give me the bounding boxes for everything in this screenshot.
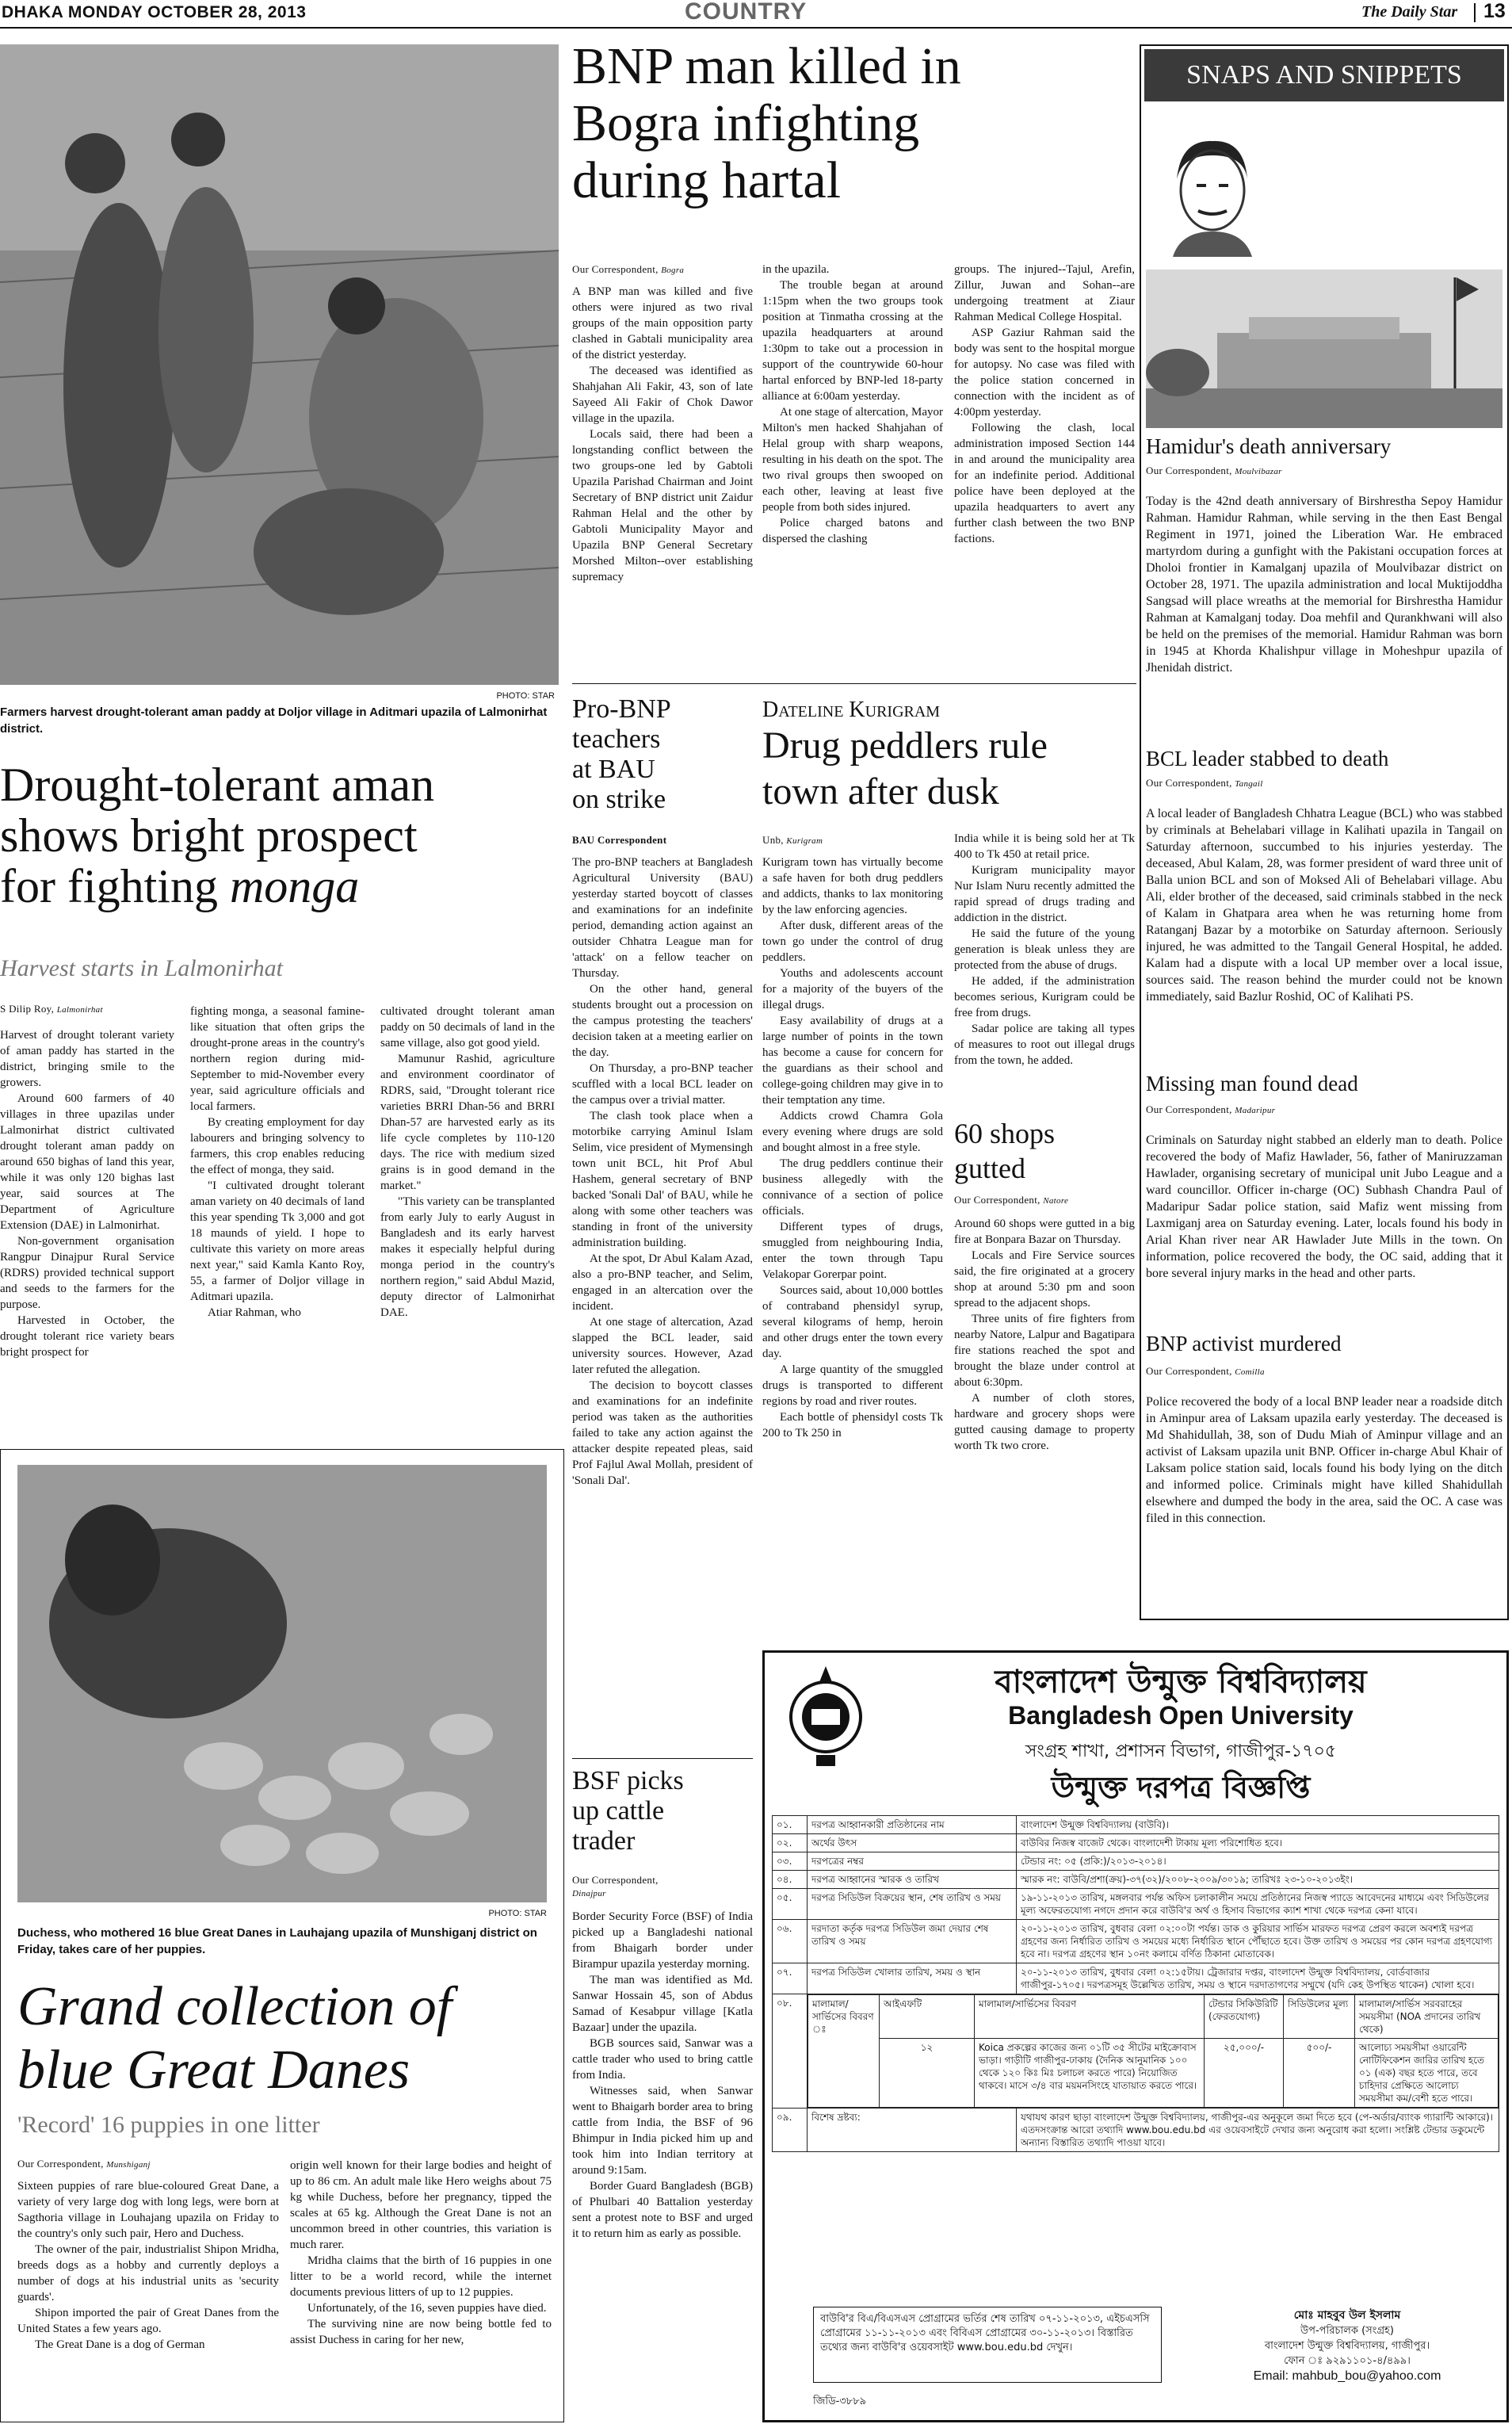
paragraph: BGB sources said, Sanwar was a cattle trader who used to bring cattle from India. bbox=[572, 2037, 753, 2082]
table-row bbox=[773, 1920, 1499, 1963]
headline-line-1: BNP man killed in bbox=[572, 37, 961, 95]
snaps-bnp-byline bbox=[1146, 1365, 1265, 1378]
paragraph: Three units of fire fighters from nearby Natore, Lalpur and Bagatipara fire stations reached the spot and brought the blaze under control at about 6:30pm. bbox=[954, 1313, 1135, 1389]
row-number: ০১. bbox=[773, 1816, 808, 1834]
paragraph: Sixteen puppies of rare blue-coloured Great Dane, a variety of very large dog with long legs, were born at Sagthoria village in Louhajang upazila on Friday to the country's only such pair, Hero and Duchess. bbox=[17, 2180, 279, 2240]
tender-address: সংগ্রহ শাখা, প্রশাসন বিভাগ, গাজীপুর-১৭০৫ bbox=[1025, 1742, 1337, 1761]
row-number: ০৪. bbox=[773, 1871, 808, 1889]
paragraph: Unfortunately, of the 16, seven puppies have died. bbox=[307, 2302, 547, 2315]
paragraph: Following the clash, local administration imposed Section 144 in and around the municipality area for an indefinite period. Additional police have been deployed at the upazila headquarters to avert any further clash between the two BNP factions. bbox=[954, 422, 1135, 545]
paragraph: The deceased was identified as Shahjahan Ali Fakir, 43, son of late Sayeed Ali Fakir of Chok Dawor village in the upazila. bbox=[572, 365, 753, 425]
paragraph: ASP Gaziur Rahman said the body was sent to the hospital morgue for autopsy. No case was filed with the police station concerned in connection with the incident as of 4:00pm yesterday. bbox=[954, 327, 1135, 419]
bnp-headline bbox=[572, 38, 1127, 209]
headline-line-1: 60 shops bbox=[954, 1118, 1056, 1149]
row-number: ০২. bbox=[773, 1834, 808, 1852]
bou-logo-art bbox=[788, 1661, 864, 1772]
danes-headline bbox=[17, 1975, 556, 2102]
paragraph: Sources said, about 10,000 bottles of contraband phensidyl syrup, several kilograms of hemp, heroin and other drugs enter the town every day. bbox=[762, 1284, 943, 1360]
byline-place: Tangail bbox=[1235, 779, 1263, 789]
paragraph: The owner of the pair, industrialist Shipon Mridha, breeds dogs as a hobby and currently deploys a number of dogs at his industrial units as 'security guards'. bbox=[17, 2243, 279, 2304]
byline-name: Our Correspondent, bbox=[572, 1874, 659, 1886]
row-value: ১৯-১১-২০১৩ তারিখ, মঙ্গলবার পর্যন্ত অফিস চলাকালীন সময়ে প্রতিষ্ঠানের নিজস্ব প্যাডে আবেদনের মাধ্যমে এবং সিডিউলের মূল্য অফেরতযোগ্য নগদে প্রদান করে বাউবি'র অর্থ ও হিসাব বিভাগের ক্যাশ শাখা থেকে দরপত্র কেনা যাবে। bbox=[1017, 1889, 1499, 1920]
headline-line-1: Pro-BNP bbox=[572, 694, 671, 724]
page-number: 13 bbox=[1483, 0, 1506, 22]
paragraph: The surviving nine are now being bottle fed to assist Duchess in caring for her new, bbox=[290, 2318, 552, 2346]
column-header: মালামাল/সার্ভিস সরবরাহের সময়সীমা (NOA প্রদানের তারিখ থেকে) bbox=[1355, 1995, 1499, 2039]
paragraph: Harvested in October, the drought tolerant rice variety bears bright prospect for bbox=[0, 1314, 174, 1359]
tender-notice-title: উন্মুক্ত দরপত্র বিজ্ঞপ্তি bbox=[1051, 1770, 1311, 1805]
row-value: ২০-১১-২০১৩ তারিখ, বুধবার বেলা ০২:০০টা পর্যন্ত। ডাক ও কুরিয়ার সার্ভিস মারফত দরপত্র প্রেরণ করলে অবশ্যই দরপত্র গ্রহণের জন্য নির্ধারিত তারিখ ও সময়ের মধ্যে নির্ধারিত স্থানে পৌঁছাতে হবে। উক্ত তারিখ ও সময়ের পর কোন দরপত্র গ্রহণযোগ্য হবে না। দরপত্র গ্রহণের স্থান ১০নং কলামে বর্ণিত ঠিকানা মোতাবেক। bbox=[1017, 1920, 1499, 1963]
tender-title-en: Bangladesh Open University bbox=[1008, 1701, 1354, 1730]
row-value: স্মারক নং: বাউবি/প্রশা(ক্রয়)-৩৭(৩২)/২০০৮-২০০৯/৩০১৯; তারিখঃ ২৩-১০-২০১৩ইং। bbox=[1017, 1871, 1499, 1889]
byline-place: Lalmonirhat bbox=[56, 1005, 103, 1015]
byline-name: Our Correspondent, bbox=[1146, 777, 1232, 789]
farmers-photo-art bbox=[0, 44, 559, 685]
great-danes-photo bbox=[17, 1465, 547, 1902]
paragraph: At one stage of altercation, Azad slapped the BCL leader, said university sources. However, Azad later refuted the allegation. bbox=[572, 1316, 753, 1376]
masthead: The Daily Star bbox=[1361, 3, 1458, 21]
row-value: ২০-১১-২০১৩ তারিখ, বুধবার বেলা ০২:১৫টায়। ট্রেজারার দপ্তর, বাংলাদেশ উন্মুক্ত বিশ্ববিদ্যালয়, বোর্ডবাজার গাজীপুর-১৭০৫। দরপত্রসমূহ উল্লেখিত তারিখ, সময় ও স্থানে দরদাতাগণের সম্মুখে (যদি কেহ উপস্থিত থাকেন) খোলা হবে। bbox=[1017, 1963, 1499, 1994]
paragraph: He added, if the administration becomes serious, Kurigram could be free from drugs. bbox=[954, 975, 1135, 1019]
row-number: ০৩. bbox=[773, 1852, 808, 1871]
paragraph: The pro-BNP teachers at Bangladesh Agricultural University (BAU) yesterday started boycott of classes and examinations for an indefinite period, demanding action against an outsider Chhatra League man for 'attack' on a fellow teacher on Thursday. bbox=[572, 856, 753, 980]
paragraph: Addicts crowd Chamra Gola every evening where drugs are sold and bought almost in a free style. bbox=[762, 1110, 943, 1154]
row-number: ০৯. bbox=[773, 2109, 808, 2152]
byline-name: Unb, bbox=[762, 834, 784, 846]
headline-line-2: teachers bbox=[572, 725, 661, 754]
paragraph: Youths and adolescents account for a majority of the buyers of the illegal drugs. bbox=[762, 967, 943, 1011]
table-row bbox=[773, 1994, 1499, 2109]
row-label: দরপত্র আহ্বানের স্মারক ও তারিখ bbox=[808, 1871, 1017, 1889]
byline-name: Our Correspondent, bbox=[572, 263, 659, 275]
paragraph: After dusk, different areas of the town go under the control of drug peddlers. bbox=[762, 920, 943, 964]
drought-subhead: Harvest starts in Lalmonirhat bbox=[0, 955, 283, 981]
paragraph: Around 600 farmers of 40 villages in three upazilas under Lalmonirhat district cultivated drought tolerant aman paddy on around 650 bighas of land this year, while it was only 120 bighas last year, said sources at The Department of Agriculture Extension (DAE) in Lalmonirhat. bbox=[0, 1092, 174, 1232]
goods-row bbox=[808, 2039, 1499, 2108]
drought-byline bbox=[0, 1003, 103, 1015]
paragraph: Mamunur Rashid, agriculture and environment coordinator of RDRS, said, "Drought tolerant rice varieties BRRI Dhan-56 and BRRI Dhan-57 are harvested early as its life cycle completes by 110-120 days. The rice with medium sized grains is in good demand in the market." bbox=[380, 1053, 555, 1192]
danes-photo-art bbox=[17, 1465, 547, 1902]
snaps-title: SNAPS AND SNIPPETS bbox=[1144, 49, 1504, 101]
byline-place: Kurigram bbox=[786, 836, 823, 846]
row-number: ০৮. bbox=[773, 1994, 808, 2109]
paragraph: By creating employment for day labourers and bringing solvency to farmers, this crop enables reducing the effect of monga, they said. bbox=[190, 1116, 365, 1176]
signer-org: বাংলাদেশ উন্মুক্ত বিশ্ববিদ্যালয়, গাজীপুর। bbox=[1264, 2340, 1430, 2352]
kurigram-byline bbox=[762, 834, 823, 847]
row-label: দরপত্র আহ্বানকারী প্রতিষ্ঠানের নাম bbox=[808, 1816, 1017, 1834]
paragraph: Different types of drugs, smuggled from neighbouring India, enter the town through Tapu Velakopar Gorerpar point. bbox=[762, 1221, 943, 1281]
advert-code: জিডি-৩৮৮৯ bbox=[813, 2395, 867, 2407]
paragraph: The decision to boycott classes and examinations for an indefinite period was taken as the authorities failed to take any action against the attacker despite repeated pleas, said Prof Fajlul Awal Mollah, president of 'Sonali Dal'. bbox=[572, 1379, 753, 1487]
natore-byline bbox=[954, 1194, 1068, 1206]
page-header bbox=[0, 0, 1512, 27]
paragraph: At one stage of altercation, Mayor Milton's men hacked Shahjahan of Helal group with sharp weapons, resulting in his death on the spot. The two rival groups then swooped on each other, leaving at least five people from both sides injured. bbox=[762, 406, 943, 514]
bau-body bbox=[572, 855, 753, 1489]
signer-name: মোঃ মাহবুব উল ইসলাম bbox=[1293, 2309, 1401, 2322]
snaps-hamidur-byline bbox=[1146, 465, 1282, 477]
headline-line-1: Grand collection of bbox=[17, 1976, 452, 2037]
tender-table-grid bbox=[772, 1815, 1499, 2152]
drought-col-2 bbox=[190, 1004, 365, 1321]
paragraph: Around 60 shops were gutted in a big fire at Bonpara Bazar on Thursday. bbox=[954, 1218, 1135, 1246]
table-row bbox=[773, 1871, 1499, 1889]
signer-title: উপ-পরিচালক (সংগ্রহ) bbox=[1300, 2325, 1394, 2337]
table-cell: Koica প্রকল্পের কাজের জন্য ০১টি ৩৫ সীটের মাইক্রোবাস ভাড়া। গাড়ীটি গাজীপুর-ঢাকায় (দৈনিক আনুমানিক ১০০ থেকে ১২০ কিঃ মিঃ চলাচল করতে পারে) নিয়োজিত থাকবে। মাসে ৩/৪ বার ময়মনসিংহে যাতায়াত করতে পারে। bbox=[975, 2039, 1205, 2108]
column-header: সিডিউলের মূল্য bbox=[1284, 1995, 1355, 2039]
paragraph: Border Security Force (BSF) of India picked up a Bangladeshi national from Bhaigarh border under Birampur upazila yesterday morning. bbox=[572, 1910, 753, 1971]
byline-name: S Dilip Roy, bbox=[0, 1003, 55, 1015]
drought-headline bbox=[0, 759, 564, 912]
table-cell: ২৫,০০০/- bbox=[1205, 2039, 1284, 2108]
byline-place: Dinajpur bbox=[572, 1889, 606, 1898]
natore-body bbox=[954, 1216, 1135, 1454]
headline-line-2: gutted bbox=[954, 1153, 1025, 1184]
kurigram-kicker: Dateline Kurigram bbox=[762, 698, 941, 722]
paragraph: Atiar Rahman, who bbox=[208, 1306, 301, 1319]
snaps-bnp-headline: BNP activist murdered bbox=[1146, 1332, 1342, 1355]
row-value: বাউবির নিজস্ব বাজেট থেকে। বাংলাদেশী টাকায় মূল্য পরিশোধিত হবে। bbox=[1017, 1834, 1499, 1852]
paragraph: Police charged batons and dispersed the clashing bbox=[762, 517, 943, 545]
memorial-photo-art bbox=[1146, 270, 1502, 428]
byline-place: Munshiganj bbox=[106, 2160, 151, 2170]
snaps-bnp-body: Police recovered the body of a local BNP leader near a roadside ditch in Aminpur area of Laksam upazila early yesterday. The deceased is Md Shahidullah, 38, son of Dudu Miah of Aminpur village and an activist of Laksam upazila unit BNP. Officer in-charge Abul Khair of Laksam police station said, locals found his body lying on the ditch and informed police. Criminals might have killed Shahidullah elsewhere and dumped the body in the area, said the OC. A case was filed in this connection. bbox=[1146, 1395, 1502, 1525]
paragraph: A BNP man was killed and five others were injured as two rival groups of the main opposition party clashed in Gabtali municipality area of the district yesterday. bbox=[572, 285, 753, 361]
signer-email: Email: mahbub_bou@yahoo.com bbox=[1253, 2369, 1441, 2383]
kurigram-headline bbox=[762, 723, 1143, 815]
natore-headline bbox=[954, 1116, 1135, 1186]
table-row bbox=[773, 1834, 1499, 1852]
paragraph: Shipon imported the pair of Great Danes from the United States a few years ago. bbox=[17, 2307, 279, 2335]
paragraph: The Great Dane is a dog of German bbox=[35, 2338, 205, 2351]
row-goods bbox=[808, 1994, 1499, 2109]
byline-name: Our Correspondent, bbox=[954, 1194, 1040, 1206]
paragraph: India while it is being sold her at Tk 400 to Tk 450 at retail price. bbox=[954, 832, 1135, 861]
paragraph: The clash took place when a motorbike carrying Aminul Islam Selim, vice president of Mymensingh town unit BCL, hit Prof Abul Hashem, general secretary of BNP backed 'Sonali Dal' of BAU, while he along with some other teachers was standing in front of the university administration building. bbox=[572, 1110, 753, 1249]
dateline: DHAKA MONDAY OCTOBER 28, 2013 bbox=[2, 3, 307, 21]
danes-subhead: 'Record' 16 puppies in one litter bbox=[17, 2112, 320, 2138]
row-label: দরপত্র সিডিউল খোলার তারিখ, সময় ও স্থান bbox=[808, 1963, 1017, 1994]
bsf-body bbox=[572, 1909, 753, 2242]
bnp-col-3 bbox=[954, 262, 1135, 547]
paragraph: fighting monga, a seasonal famine-like situation that often grips the drought-prone areas in the country's northern region during mid-September to mid-November every year, said agriculture officials and local farmers. bbox=[190, 1005, 365, 1113]
table-cell: আলোচ্য সময়সীমা ওয়ারেন্টি নোটিফিকেশন জারির তারিখ হতে ০১ (এক) বছর হতে পারে, তবে চাহিদার প্রেক্ষিতে আলোচ্য সময়সীমা কম/বেশী হতে পারে। bbox=[1355, 2039, 1499, 2108]
tender-table bbox=[772, 1815, 1499, 2152]
tender-signature bbox=[1197, 2308, 1498, 2384]
row-label: অর্থের উৎস bbox=[808, 1834, 1017, 1852]
paragraph: "This variety can be transplanted from early July to early August in Bangladesh and its early harvest makes it especially helpful during monga period in the country's northern region," said Abdul Mazid, deputy director of Lalmonirhat DAE. bbox=[380, 1195, 555, 1319]
drought-col-3 bbox=[380, 1004, 555, 1321]
row-value: টেন্ডার নং: ০৫ (প্রকি:)/২০১৩-২০১৪। bbox=[1017, 1852, 1499, 1871]
byline-place: Madaripur bbox=[1235, 1106, 1276, 1115]
goods-table bbox=[808, 1994, 1499, 2108]
snaps-missing-headline: Missing man found dead bbox=[1146, 1072, 1358, 1095]
bnp-col-1 bbox=[572, 284, 753, 585]
bau-byline: BAU Correspondent bbox=[572, 834, 667, 846]
paragraph: Non-government organisation Rangpur Dinajpur Rural Service (RDRS) provided technical support and seeds to the farmers for the purpose. bbox=[0, 1235, 174, 1311]
bau-headline bbox=[572, 694, 753, 815]
byline-name: Our Correspondent, bbox=[17, 2158, 104, 2170]
paragraph: On Thursday, a pro-BNP teacher scuffled with a local BCL leader on the campus over a trivial matter. bbox=[572, 1062, 753, 1107]
admission-note: বাউবি'র বিএ/বিএসএস প্রোগ্রামের ভর্তির শেষ তারিখ ০৭-১১-২০১৩, এইচএসসি প্রোগ্রামের ১১-১১-২০১৩ এবং বিবিএস প্রোগ্রামের ৩০-১১-২০১৩। বিস্তারিত তথ্যের জন্য বাউবি'র ওয়েবসাইট www.bou.edu.bd দেখুন। bbox=[820, 2313, 1150, 2353]
headline-line-2: shows bright prospect bbox=[0, 809, 418, 862]
bsf-byline bbox=[572, 1874, 753, 1899]
column-header: মালামাল/সার্ভিসের বিবরণ bbox=[975, 1995, 1205, 2039]
paragraph: in the upazila. bbox=[762, 263, 830, 276]
row-label: দরদাতা কর্তৃক দরপত্র সিডিউল জমা দেয়ার শেষ তারিখ ও সময় bbox=[808, 1920, 1017, 1963]
paragraph: The man was identified as Md. Sanwar Hossain 45, son of Abdus Samad of Kesabpur village [Katla Bazaar] under the upazila. bbox=[572, 1974, 753, 2034]
headline-line-2: up cattle bbox=[572, 1796, 665, 1826]
row-number: ০৫. bbox=[773, 1889, 808, 1920]
paragraph: On the other hand, general students brought out a procession on the campus protesting the teachers' decision taken at a meeting earlier on the day. bbox=[572, 983, 753, 1059]
photo-caption: Duchess, who mothered 16 blue Great Danes in Lauhajang upazila of Munshiganj district on Friday, takes care of her puppies. bbox=[17, 1926, 537, 1956]
hamidur-portrait bbox=[1149, 124, 1273, 257]
drought-col-1 bbox=[0, 1027, 174, 1360]
headline-line-1: BSF picks bbox=[572, 1766, 684, 1795]
paragraph: At the spot, Dr Abul Kalam Azad, also a pro-BNP teacher, and Selim, engaged in an altercation over the incident. bbox=[572, 1252, 753, 1313]
snaps-bcl-byline bbox=[1146, 777, 1263, 790]
paragraph: Border Guard Bangladesh (BGB) of Phulbari 40 Battalion yesterday sent a protest note to BSF and urged it to return him as early as possible. bbox=[572, 2180, 753, 2240]
headline-italic: monga bbox=[229, 860, 360, 912]
paragraph: groups. The injured--Tajul, Arefin, Zillur, Juwan and Sohan--are undergoing treatment at Ziaur Rahman Medical College Hospital. bbox=[954, 263, 1135, 323]
row-value: বাংলাদেশ উন্মুক্ত বিশ্ববিদ্যালয় (বাউবি)। bbox=[1017, 1816, 1499, 1834]
headline-line-2: town after dusk bbox=[762, 770, 999, 812]
goods-header-row bbox=[808, 1995, 1499, 2039]
row-value: যথাযথ কারণ ছাড়া বাংলাদেশ উন্মুক্ত বিশ্ববিদ্যালয়, গাজীপুর-এর অনুকূলে জমা দিতে হবে (পে-অর্ডার/ব্যাংক গ্যারান্টি আকারে)। এতদসংক্রান্ত আরো তথ্যাদি www.bou.edu.bd এর ওয়েবসাইটে দেখার জন্য অনুরোধ করা হলো। সংশ্লিষ্ট টেন্ডার ডকুমেন্টে অন্যান্য বিস্তারিত তথ্যাদি পাওয়া যাবে। bbox=[1017, 2109, 1499, 2152]
photo-credit: PHOTO: STAR bbox=[496, 691, 555, 701]
headline-line-3 bbox=[0, 861, 564, 912]
table-row bbox=[773, 2109, 1499, 2152]
header-divider bbox=[1474, 3, 1476, 22]
headline-line-3: trader bbox=[572, 1826, 636, 1856]
row-label: বিশেষ দ্রষ্টব্য: bbox=[808, 2109, 1017, 2152]
paragraph: Kurigram town has virtually become a safe haven for both drug peddlers and addicts, thanks to lax monitoring by the law enforcing agencies. bbox=[762, 856, 943, 916]
byline-name: Our Correspondent, bbox=[1146, 1365, 1232, 1377]
headline-line-2: Bogra infighting bbox=[572, 94, 920, 152]
column-header: টেন্ডার সিকিউরিটি (ফেরতযোগ্য) bbox=[1205, 1995, 1284, 2039]
table-cell: ৫০০/- bbox=[1284, 2039, 1355, 2108]
byline-place: Comilla bbox=[1235, 1367, 1265, 1377]
headline-line-4: on strike bbox=[572, 785, 666, 814]
table-row bbox=[773, 1852, 1499, 1871]
headline-line-2: blue Great Danes bbox=[17, 2040, 410, 2101]
headline-line-1: Drought-tolerant aman bbox=[0, 759, 435, 811]
paragraph: A large quantity of the smuggled drugs is transported to different regions by road and river routes. bbox=[762, 1363, 943, 1408]
bsf-headline bbox=[572, 1766, 753, 1856]
danes-byline bbox=[17, 2158, 151, 2170]
paragraph: Each bottle of phensidyl costs Tk 200 to Tk 250 in bbox=[762, 1411, 943, 1439]
snaps-hamidur-headline: Hamidur's death anniversary bbox=[1146, 434, 1392, 458]
byline-name: Our Correspondent, bbox=[1146, 465, 1232, 476]
section-divider bbox=[572, 683, 1136, 684]
paragraph: The trouble began at around 1:15pm when the two groups took position at Tinmatha crossing at the upazila headquarters at around 1:30pm to take out a procession in support of the countrywide 60-hour hartal enforced by BNP-led 18-party alliance at 6:00am yesterday. bbox=[762, 279, 943, 403]
photo-credit: PHOTO: STAR bbox=[488, 1909, 547, 1918]
paragraph: The drug peddlers continue their business allegedly with the connivance of a section of police officials. bbox=[762, 1157, 943, 1218]
table-row bbox=[773, 1963, 1499, 1994]
row-number: ০৭. bbox=[773, 1963, 808, 1994]
farmers-harvest-photo bbox=[0, 44, 559, 685]
admission-note-box bbox=[813, 2307, 1162, 2383]
headline-line-1: Drug peddlers rule bbox=[762, 725, 1048, 767]
paragraph: Sadar police are taking all types of measures to root out illegal drugs from the town, he added. bbox=[954, 1023, 1135, 1067]
byline-place: Bogra bbox=[661, 266, 685, 275]
tender-title-bn: বাংলাদেশ উন্মুক্ত বিশ্ববিদ্যালয় bbox=[995, 1664, 1367, 1700]
headline-text: for fighting bbox=[0, 860, 230, 912]
bnp-byline bbox=[572, 263, 684, 276]
column-header: আইএফটি bbox=[880, 1995, 975, 2039]
goods-label: মালামাল/ সার্ভিসের বিবরণ ঃ bbox=[808, 1995, 880, 2108]
photo-caption: Farmers harvest drought-tolerant aman paddy at Doljor village in Aditmari upazila of Lalmonirhat district. bbox=[0, 705, 548, 736]
snaps-bcl-headline: BCL leader stabbed to death bbox=[1146, 747, 1389, 770]
snaps-hamidur-body: Today is the 42nd death anniversary of Birshrestha Sepoy Hamidur Rahman. Hamidur Rahman, while serving in the then East Bengal Regiment in 1971, joined the Liberation War. He embraced martyrdom during a gunfight with the Pakistani occupation forces at Dholoi frontier in Kamalganj upazila of Moulvibazar district on October 28, 1971. The upazila administration and local Muktijoddha Sangsad will place wreaths at the memorial for Birshrestha Hamidur Rahman at Kamalganj today. Doa mehfil and Qurankhwani will also be held on the premises of the memorial. Hamidur Rahman was born in 1945 at Khorda Khalishpur village in Moheshpur upazila of Jhenidah district. bbox=[1146, 495, 1502, 675]
paragraph: Locals said, there had been a longstanding conflict between the two groups-one led by Gabtoli Upazila Parishad Chairman and Joint Secretary of BNP district unit Zaidur Rahman Helal and the other by Gabtoli Municipality Mayor and Upazila BNP General Secretary Morshed Milton--over establishing supremacy bbox=[572, 428, 753, 583]
kurigram-col-2 bbox=[954, 831, 1135, 1069]
table-cell: ১২ bbox=[880, 2039, 975, 2108]
snaps-missing-body: Criminals on Saturday night stabbed an elderly man to death. Police recovered the body of Mafiz Hawlader, 56, father of Maniruzzaman Hawlader, organising secretary of municipal unit Jubo League and a ward councillor. Officer in-charge (OC) Subhash Chandra Paul of Madaripur Sadar police station, said Mafiz went missing from Laxmiganj area on Saturday evening. Later, locals found his body in Arial Khan river near AR Hawlader Jute Mills in the town. On information, police recovered the body, the OC said, adding that it bore several injury marks in the head and other parts. bbox=[1146, 1134, 1502, 1280]
byline-place: Moulvibazar bbox=[1235, 467, 1282, 476]
danes-col-1 bbox=[17, 2178, 279, 2353]
row-label: দরপত্রের নম্বর bbox=[808, 1852, 1017, 1871]
section-divider bbox=[572, 1758, 753, 1759]
bou-logo bbox=[788, 1661, 864, 1772]
header-rule bbox=[0, 27, 1512, 29]
section-name: COUNTRY bbox=[685, 0, 808, 25]
memorial-photo bbox=[1146, 270, 1502, 428]
byline-name: Our Correspondent, bbox=[1146, 1103, 1232, 1115]
snaps-bcl-body: A local leader of Bangladesh Chhatra League (BCL) who was stabbed by criminals at Behelabari village in Kalihati upazila in Tangail on Saturday afternoon, succumbed to his injuries yesterday. The deceased, Abul Kalam, 28, was former president of ward three unit of Balla union BCL and son of Moksed Ali of Behelabari village. Abu Ali, elder brother of the deceased, said criminals stabbed in the neck of Kalam in Ghatpara area when he was returning home from Ratanganj Bazar by a motorbike on Saturday afternoon. Seriously injured, he was admitted to the Tangail General Hospital, he added. Kalam had a dispute with a local UP member over a local issue, sources said. The reason behind the murder could not be known immediately, said Bazlur Roshid, OC of Kalihati PS. bbox=[1146, 807, 1502, 1004]
table-row bbox=[773, 1889, 1499, 1920]
paragraph: origin well known for their large bodies and height of up to 86 cm. An adult male like Hero weighs about 75 kg while Duchess, before her pregnancy, tipped the scales at 65 kg. Although the Great Dane is not an uncommon breed in other countries, this variation is much rarer. bbox=[290, 2159, 552, 2251]
bnp-col-2 bbox=[762, 262, 943, 547]
danes-col-2 bbox=[290, 2158, 552, 2348]
row-label: দরপত্র সিডিউল বিক্রয়ের স্থান, শেষ তারিখ ও সময় bbox=[808, 1889, 1017, 1920]
paragraph: He said the future of the young generation is bleak unless they are protected from the abuse of drugs. bbox=[954, 927, 1135, 972]
paragraph: Easy availability of drugs at a large number of points in the town has become a cause for concern for the guardians as their school and college-going children may give in to their temptation any time. bbox=[762, 1015, 943, 1107]
paragraph: Locals and Fire Service sources said, the fire originated at a grocery shop at around 5:30 pm and soon spread to the adjacent shops. bbox=[954, 1249, 1135, 1309]
paragraph: "I cultivated drought tolerant aman variety on 40 decimals of land this year spending Tk 3,000 and got 18 maunds of yield. I hope to cultivate this variety on more areas next year," said Kamla Kanto Roy, 55, a farmer of Doljor village in Aditmari upazila. bbox=[190, 1180, 365, 1303]
paragraph: Kurigram municipality mayor Nur Islam Nuru recently admitted the rapid spread of drugs trading and addiction in the district. bbox=[954, 864, 1135, 924]
kurigram-col-1 bbox=[762, 855, 943, 1441]
table-row bbox=[773, 1816, 1499, 1834]
paragraph: cultivated drought tolerant aman paddy on 50 decimals of land in the same village, also got good yield. bbox=[380, 1005, 555, 1050]
signer-phone: ফোন ঃ ৯২৯১১০১-৪/৪৯৯। bbox=[1284, 2355, 1411, 2367]
paragraph: Witnesses said, when Sanwar went to Bhaigarh border area to bring cattle from India, the BSF of 96 Bhimpur in India picked him up and took him into Indian territory at around 9:15am. bbox=[572, 2085, 753, 2177]
paragraph: Harvest of drought tolerant variety of aman paddy has started in the district, bringing smile to the growers. bbox=[0, 1029, 174, 1089]
headline-line-3: at BAU bbox=[572, 755, 655, 784]
headline-line-3: during hartal bbox=[572, 151, 842, 209]
portrait-art bbox=[1149, 124, 1273, 257]
paragraph: A number of cloth stores, hardware and grocery shops were gutted causing damage to property worth Tk two crore. bbox=[954, 1392, 1135, 1452]
snaps-missing-byline bbox=[1146, 1103, 1275, 1116]
paragraph: Mridha claims that the birth of 16 puppies in one litter to be a world record, while the internet documents previous litters of up to 12 puppies. bbox=[290, 2254, 552, 2299]
byline-place: Natore bbox=[1043, 1196, 1069, 1206]
row-number: ০৬. bbox=[773, 1920, 808, 1963]
